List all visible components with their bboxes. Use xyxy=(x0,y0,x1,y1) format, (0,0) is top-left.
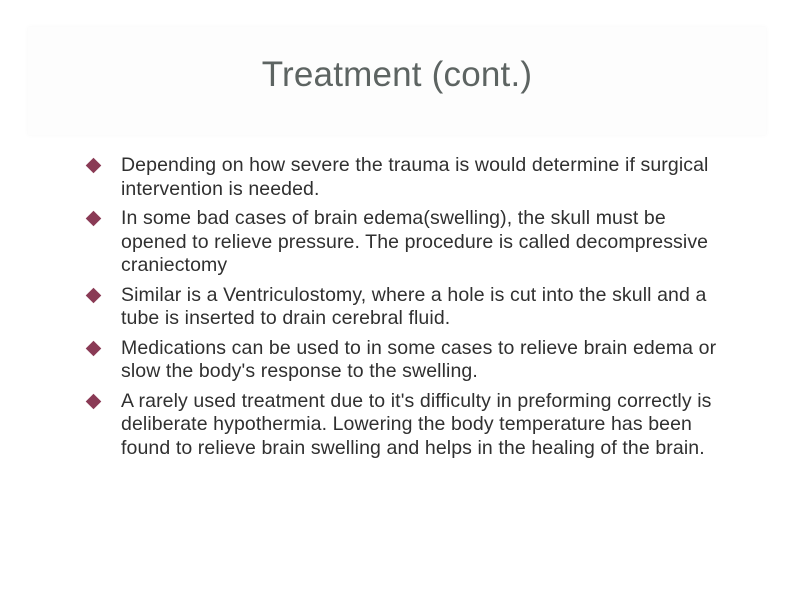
bullet-text: In some bad cases of brain edema(swelling), the skull must be opened to relieve pressure. The procedure is called decompressive craniectomy xyxy=(121,207,709,276)
bullet-item-1 xyxy=(86,154,736,201)
bullet-list xyxy=(86,154,736,466)
bullet-text: Similar is a Ventriculostomy, where a hole is cut into the skull and a tube is inserted to drain cerebral fluid. xyxy=(121,283,707,329)
diamond-bullet-icon xyxy=(86,211,102,227)
bullet-item-5 xyxy=(86,390,736,461)
bullet-text: A rarely used treatment due to it's difficulty in preforming correctly is deliberate hypothermia. Lowering the body temperature has been found to relieve brain swelling and helps in the healing of the brain. xyxy=(121,389,712,459)
bullet-text: Depending on how severe the trauma is would determine if surgical intervention is needed. xyxy=(121,154,709,200)
diamond-bullet-icon xyxy=(86,287,102,303)
slide-title: Treatment (cont.) xyxy=(261,55,533,94)
diamond-bullet-icon xyxy=(86,158,102,174)
bullet-item-2 xyxy=(86,207,736,278)
bullet-text: Medications can be used to in some cases to relieve brain edema or slow the body's response to the swelling. xyxy=(121,336,717,382)
diamond-bullet-icon xyxy=(86,340,102,356)
bullet-item-3 xyxy=(86,284,736,331)
title-box xyxy=(28,27,766,135)
diamond-bullet-icon xyxy=(86,393,102,409)
bullet-item-4 xyxy=(86,337,736,384)
